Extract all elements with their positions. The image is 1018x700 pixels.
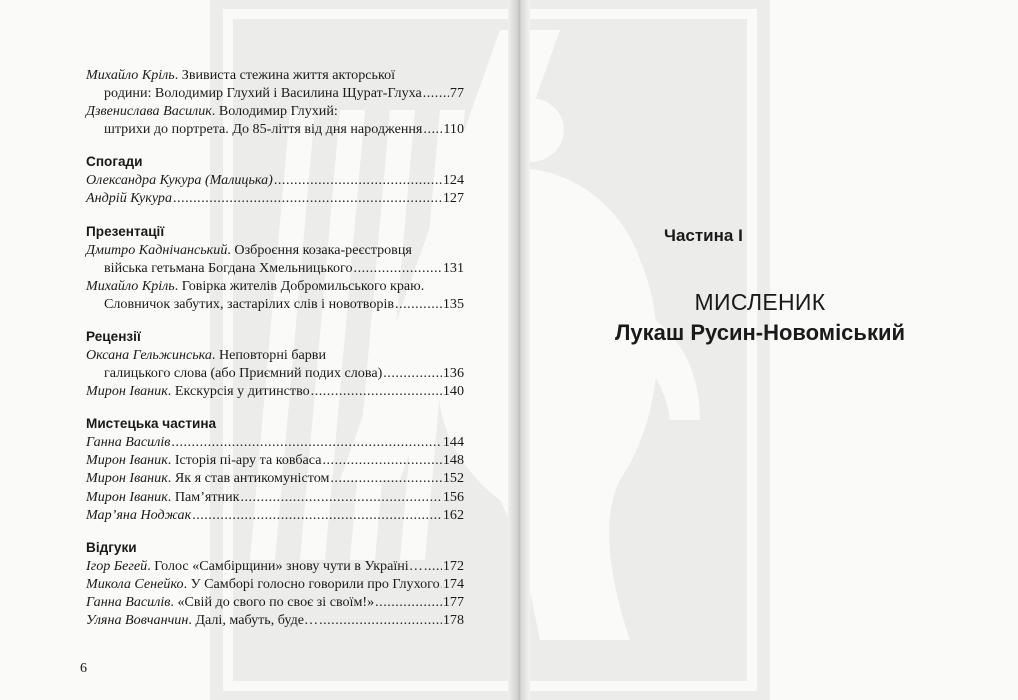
toc-title: . Екскурсія у дитинство <box>167 383 310 400</box>
toc-entry <box>86 506 464 524</box>
toc-entry <box>86 488 464 506</box>
toc-entry <box>86 277 464 313</box>
toc-page-number: 110 <box>443 121 464 138</box>
toc-title: . Як я став антикомуністом <box>167 470 330 487</box>
dot-leader <box>423 120 442 138</box>
toc-author: Олександра Кукура (Малицька) <box>86 172 273 189</box>
toc-author: Дзвенислава Василик <box>86 103 212 120</box>
dot-leader <box>192 506 442 524</box>
toc-entry <box>86 171 464 189</box>
section-heading: Мистецька частина <box>86 416 217 432</box>
dot-leader <box>424 557 442 575</box>
section-heading: Спогади <box>86 154 143 170</box>
toc-line <box>86 277 464 295</box>
toc-page-number: 152 <box>442 470 464 487</box>
toc-line <box>86 295 464 313</box>
dot-leader <box>240 488 441 506</box>
toc-page-number: 144 <box>442 434 464 451</box>
toc-entry <box>86 575 464 593</box>
toc-page-number: 148 <box>442 452 464 469</box>
toc-entry <box>86 346 464 382</box>
toc-page-number: 162 <box>442 506 464 523</box>
toc-title: . Озброєння козака-реєстровця <box>227 241 412 258</box>
toc-entry <box>86 611 464 629</box>
dot-leader <box>395 295 442 313</box>
toc-section <box>86 328 464 400</box>
toc-title: . Звивиста стежина життя акторської <box>174 67 396 83</box>
toc-author: Мирон Іваник <box>86 452 168 469</box>
toc-page-number: 177 <box>442 593 464 610</box>
toc-author: Дмитро Каднічанський <box>86 241 228 258</box>
toc-section <box>86 153 464 207</box>
dot-leader <box>423 84 449 102</box>
toc-title: . Володимир Глухий: <box>211 103 338 120</box>
toc-section <box>86 539 464 629</box>
dot-leader <box>375 593 442 611</box>
intro-entries <box>86 66 464 138</box>
book-gutter <box>508 0 530 700</box>
toc-author: Уляна Вовчанчин <box>86 611 189 628</box>
toc-title: Словничок забутих, застарілих слів і новотворів <box>104 295 395 312</box>
toc-title: війська гетьмана Богдана Хмельницького <box>104 259 353 276</box>
toc-entry <box>86 469 464 487</box>
section-heading: Рецензії <box>86 328 141 344</box>
toc-author: Ганна Василів <box>86 434 171 451</box>
toc-entry <box>86 433 464 451</box>
toc-title: штрихи до портрета. До 85-ліття від дня народження <box>104 121 423 138</box>
toc-author: Мирон Іваник <box>86 488 168 505</box>
toc-line <box>86 241 464 259</box>
toc-page-number: 140 <box>442 383 464 400</box>
toc-author: Ганна Василів <box>86 593 171 610</box>
section-heading: Презентації <box>86 223 165 239</box>
toc-section <box>86 415 464 523</box>
toc-line <box>86 120 464 138</box>
toc-title: . Історія пі-ару та ковбаса <box>167 452 322 469</box>
table-of-contents <box>86 66 464 629</box>
dot-leader <box>330 469 441 487</box>
dot-leader <box>274 171 442 189</box>
toc-page-number: 135 <box>442 295 464 312</box>
section-heading: Відгуки <box>86 539 137 555</box>
toc-page-number: 178 <box>442 611 464 628</box>
toc-author: Михайло Кріль <box>86 277 175 294</box>
toc-entry <box>86 189 464 207</box>
toc-line <box>86 346 464 364</box>
toc-section <box>86 223 464 313</box>
toc-line <box>86 102 464 120</box>
toc-author: Ігор Бегей <box>86 557 148 574</box>
toc-page-number: 172 <box>442 557 464 574</box>
toc-title: . Голос «Самбірщини» знову чути в Україні… <box>147 557 423 574</box>
toc-line <box>86 66 464 84</box>
toc-title: родини: Володимир Глухий і Василина Щурат-Глуха <box>104 85 422 102</box>
toc-author: Мар’яна Ноджак <box>86 506 192 523</box>
toc-page-number: 131 <box>442 259 464 276</box>
toc-entry <box>86 102 464 138</box>
toc-page-number: 174 <box>442 575 464 592</box>
toc-title: . Пам’ятник <box>167 488 240 505</box>
toc-entry <box>86 557 464 575</box>
toc-title: галицького слова (або Приємний подих слова) <box>104 365 383 382</box>
page-number: 6 <box>80 661 87 676</box>
toc-entry <box>86 593 464 611</box>
toc-entry <box>86 382 464 400</box>
toc-entry <box>86 451 464 469</box>
toc-title: . Говірка жителів Добромильського краю. <box>174 277 425 294</box>
chapter-subtitle: Лукаш Русин-Новоміський <box>614 320 906 345</box>
toc-author: Андрій Кукура <box>86 190 173 207</box>
toc-page-number: 124 <box>442 172 464 189</box>
dot-leader <box>354 259 442 277</box>
toc-page-number: 156 <box>442 488 464 505</box>
dot-leader <box>383 364 442 382</box>
toc-entry <box>86 66 464 102</box>
dot-leader <box>441 575 442 593</box>
toc-title: . У Самборі голосно говорили про Глухого <box>183 575 440 592</box>
chapter-title: МИСЛЕНИК <box>694 289 826 315</box>
toc-author: Михайло Кріль <box>86 67 175 83</box>
dot-leader <box>311 382 442 400</box>
part-label: Частина І <box>664 226 743 245</box>
toc-title: . Далі, мабуть, буде… <box>188 611 319 628</box>
toc-title: . «Свій до свого по своє зі своїм!» <box>170 593 375 610</box>
dot-leader <box>319 611 442 629</box>
toc-author: Мирон Іваник <box>86 470 168 487</box>
toc-line <box>86 259 464 277</box>
toc-page-number: 77 <box>449 85 464 102</box>
dot-leader <box>173 189 442 207</box>
toc-line <box>86 364 464 382</box>
toc-page-number: 127 <box>442 190 464 207</box>
toc-line <box>86 84 464 102</box>
toc-page-number: 136 <box>442 365 464 382</box>
toc-author: Микола Сенейко <box>86 575 184 592</box>
dot-leader <box>323 451 442 469</box>
toc-author: Мирон Іваник <box>86 383 168 400</box>
toc-author: Оксана Гельжинська <box>86 346 212 363</box>
dot-leader <box>171 433 441 451</box>
toc-entry <box>86 241 464 277</box>
toc-title: . Неповторні барви <box>211 346 326 363</box>
